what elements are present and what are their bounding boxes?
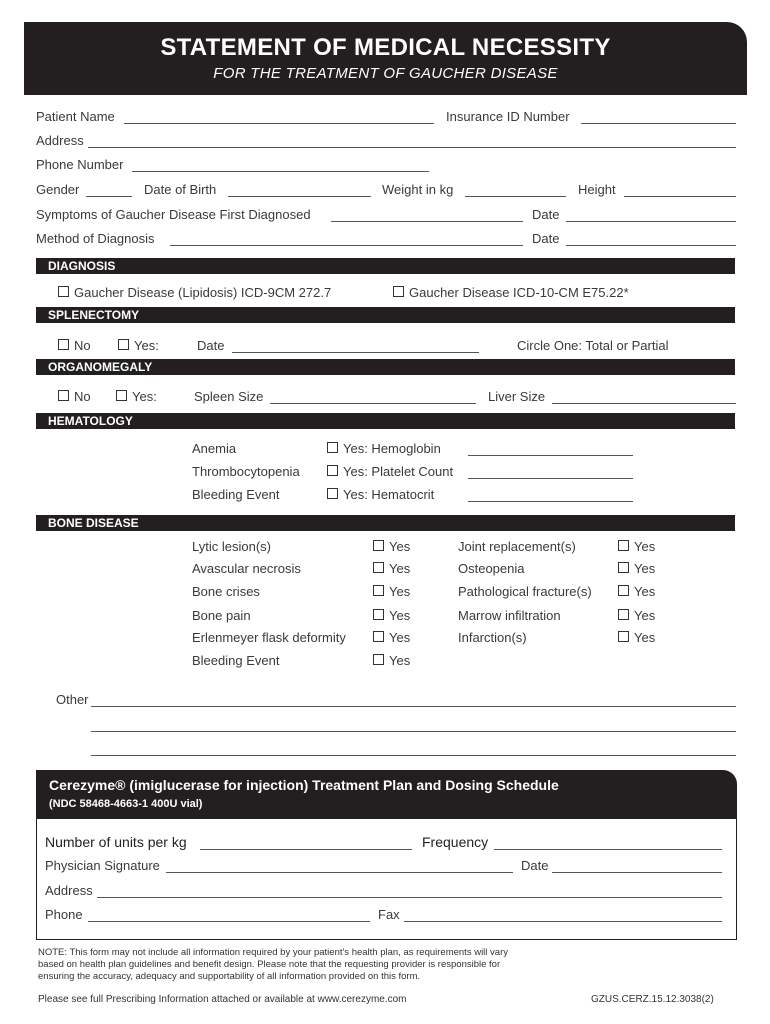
bone-item-label: Bone crises [192,584,260,599]
height-field[interactable] [624,196,736,197]
symptoms-date-field[interactable] [566,221,736,222]
diagnosis-heading: DIAGNOSIS [36,258,735,274]
method-label: Method of Diagnosis [36,231,155,246]
diagnosis-option-icd10[interactable]: Gaucher Disease ICD-10-CM E75.22* [393,285,629,300]
fax-label: Fax [378,907,400,922]
organomegaly-no[interactable]: No [58,389,91,404]
checkbox-icon[interactable] [618,585,629,596]
checkbox-icon[interactable] [373,654,384,665]
address-field[interactable] [88,147,736,148]
platelet-field[interactable] [468,478,633,479]
checkbox-icon[interactable] [327,442,338,453]
liver-size-field[interactable] [552,403,736,404]
insurance-id-field[interactable] [581,123,736,124]
form-subtitle: FOR THE TREATMENT OF GAUCHER DISEASE [213,65,558,82]
prescribing-info: Please see full Prescribing Information attached or available at www.cerezyme.com [38,994,407,1005]
bone-yes-option[interactable]: Yes [373,653,410,668]
hematology-option[interactable]: Yes: Platelet Count [327,464,453,479]
dob-field[interactable] [228,196,371,197]
checkbox-icon[interactable] [327,465,338,476]
fax-field[interactable] [404,921,722,922]
physician-address-label: Address [45,883,93,898]
checkbox-icon[interactable] [58,390,69,401]
form-header [24,22,747,95]
bone-yes-option[interactable]: Yes [618,561,655,576]
frequency-field[interactable] [494,849,722,850]
units-field[interactable] [200,849,412,850]
bone-yes-option[interactable]: Yes [618,608,655,623]
checkbox-icon[interactable] [618,631,629,642]
bone-item-label: Bone pain [192,608,251,623]
gender-label: Gender [36,182,80,197]
cerezyme-ndc: (NDC 58468-4663-1 400U vial) [49,798,203,810]
bone-item-label: Pathological fracture(s) [458,584,592,599]
physician-phone-label: Phone [45,907,83,922]
hematology-option[interactable]: Yes: Hemoglobin [327,441,441,456]
weight-label: Weight in kg [382,182,454,197]
bone-item-label: Avascular necrosis [192,561,301,576]
bone-yes-option[interactable]: Yes [618,539,655,554]
cerezyme-header [36,770,737,818]
hematology-label: Thrombocytopenia [192,464,300,479]
organomegaly-heading: ORGANOMEGALY [36,359,735,375]
bone-yes-option[interactable]: Yes [373,561,410,576]
signature-date-field[interactable] [552,872,722,873]
checkbox-icon[interactable] [58,339,69,350]
splenectomy-date-field[interactable] [232,352,479,353]
bone-yes-option[interactable]: Yes [373,539,410,554]
other-field-line-1[interactable] [91,706,736,707]
method-field[interactable] [170,245,523,246]
method-date-label: Date [532,231,560,246]
other-field-line-2[interactable] [91,731,736,732]
hemoglobin-field[interactable] [468,455,633,456]
checkbox-icon[interactable] [373,540,384,551]
bone-item-label: Marrow infiltration [458,608,561,623]
bone-yes-option[interactable]: Yes [618,584,655,599]
dob-label: Date of Birth [144,182,217,197]
splenectomy-date-label: Date [197,338,225,353]
checkbox-icon[interactable] [327,488,338,499]
other-field-line-3[interactable] [91,755,736,756]
splenectomy-heading: SPLENECTOMY [36,307,735,323]
checkbox-icon[interactable] [373,562,384,573]
patient-name-label: Patient Name [36,109,115,124]
splenectomy-circle[interactable]: Circle One: Total or Partial [517,338,669,353]
form-note: NOTE: This form may not include all information required by your patient's health plan, as requirements will vary based on health plan guidelines and benefit design. Please note that the requesting provider is responsible for ensuring the accuracy, adequacy and supportability of all information provided on this form. [38,947,508,982]
hematology-label: Bleeding Event [192,487,280,502]
checkbox-icon[interactable] [118,339,129,350]
checkbox-icon[interactable] [373,631,384,642]
other-label: Other [56,692,89,707]
signature-field[interactable] [166,872,513,873]
bone-yes-option[interactable]: Yes [373,584,410,599]
hematology-heading: HEMATOLOGY [36,413,735,429]
phone-field[interactable] [132,171,429,172]
splenectomy-no[interactable]: No [58,338,91,353]
checkbox-icon[interactable] [393,286,404,297]
splenectomy-yes[interactable]: Yes: [118,338,159,353]
bone-item-label: Lytic lesion(s) [192,539,271,554]
signature-label: Physician Signature [45,858,160,873]
height-label: Height [578,182,616,197]
bone-item-label: Osteopenia [458,561,525,576]
bone-item-label: Infarction(s) [458,630,527,645]
bone-item-label: Bleeding Event [192,653,280,668]
form-code: GZUS.CERZ.15.12.3038(2) [591,994,714,1005]
cerezyme-title: Cerezyme® (imiglucerase for injection) Treatment Plan and Dosing Schedule [49,777,559,793]
checkbox-icon[interactable] [618,562,629,573]
form-title: STATEMENT OF MEDICAL NECESSITY [160,34,611,61]
spleen-size-field[interactable] [270,403,476,404]
bone-yes-option[interactable]: Yes [618,630,655,645]
method-date-field[interactable] [566,245,736,246]
frequency-label: Frequency [422,834,489,850]
checkbox-icon[interactable] [116,390,127,401]
bone-item-label: Joint replacement(s) [458,539,576,554]
units-label: Number of units per kg [45,834,187,850]
hematology-option[interactable]: Yes: Hematocrit [327,487,434,502]
physician-address-field[interactable] [97,897,722,898]
weight-field[interactable] [465,196,566,197]
diagnosis-option-icd9[interactable]: Gaucher Disease (Lipidosis) ICD-9CM 272.7 [58,285,331,300]
gender-field[interactable] [86,196,132,197]
spleen-size-label: Spleen Size [194,389,264,404]
phone-label: Phone Number [36,157,124,172]
symptoms-date-label: Date [532,207,560,222]
patient-name-field[interactable] [124,123,434,124]
hematocrit-field[interactable] [468,501,633,502]
bone-disease-heading: BONE DISEASE [36,515,735,531]
address-label: Address [36,133,84,148]
insurance-id-label: Insurance ID Number [446,109,570,124]
bone-item-label: Erlenmeyer flask deformity [192,630,346,645]
checkbox-icon[interactable] [373,609,384,620]
liver-size-label: Liver Size [488,389,546,404]
symptoms-label: Symptoms of Gaucher Disease First Diagnosed [36,207,311,222]
organomegaly-yes[interactable]: Yes: [116,389,157,404]
hematology-label: Anemia [192,441,237,456]
bone-yes-option[interactable]: Yes [373,630,410,645]
bone-yes-option[interactable]: Yes [373,608,410,623]
checkbox-icon[interactable] [373,585,384,596]
physician-phone-field[interactable] [88,921,370,922]
checkbox-icon[interactable] [618,540,629,551]
checkbox-icon[interactable] [58,286,69,297]
symptoms-field[interactable] [331,221,523,222]
signature-date-label: Date [521,858,549,873]
checkbox-icon[interactable] [618,609,629,620]
